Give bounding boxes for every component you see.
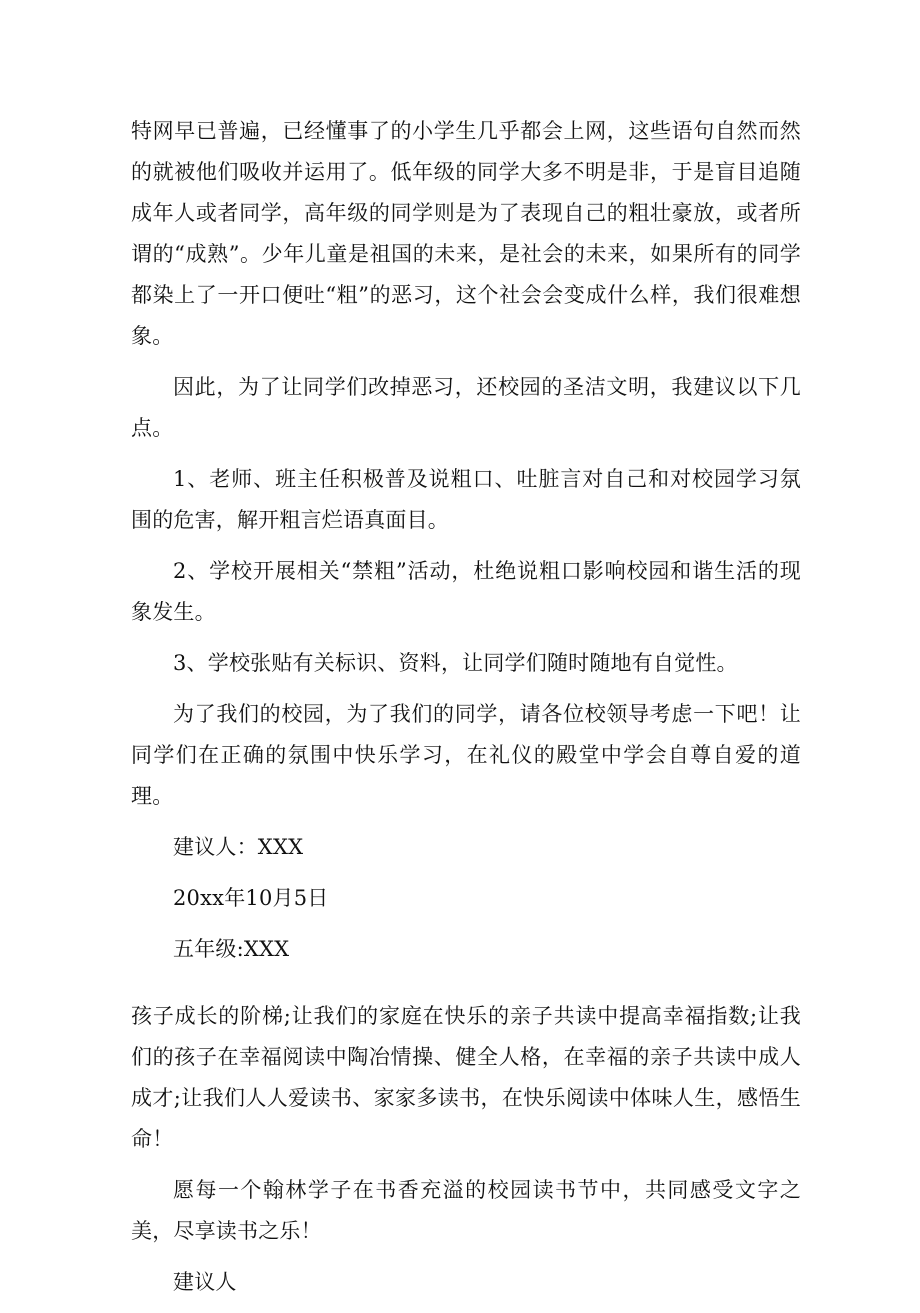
grade-line: 五年级:XXX (173, 937, 290, 961)
date-line: 20xx年10月5日 (173, 886, 329, 910)
paragraph-8: 愿每一个翰林学子在书香充溢的校园读书节中，共同感受文字之美，尽享读书之乐！ (131, 1178, 801, 1243)
paragraph-6: 为了我们的校园，为了我们的同学，请各位校领导考虑一下吧！让同学们在正确的氛围中快乐学习，在礼仪的殿堂中学会自尊自爱的道理。 (131, 702, 801, 808)
paragraph-1: 特网早已普遍，已经懂事了的小学生几乎都会上网，这些语句自然而然的就被他们吸收并运用了。低年级的同学大多不明是非，于是盲目追随成年人或者同学，高年级的同学则是为了表现自己的粗壮豪放，或者所谓的“成熟”。少年儿童是祖国的未来，是社会的未来，如果所有的同学都染上了一开口便吐“粗”的恶习，这个社会会变成什么样，我们很难想象。 (131, 119, 801, 348)
section-gap (131, 980, 801, 996)
document-body (131, 111, 801, 1313)
paragraph-3: 1、老师、班主任积极普及说粗口、吐脏言对自己和对校园学习氛围的危害，解开粗言烂语真面目。 (131, 467, 801, 532)
paragraph-5: 3、学校张贴有关标识、资料，让同学们随时随地有自觉性。 (173, 651, 738, 675)
proposer-line: 建议人：XXX (173, 835, 304, 859)
paragraph-2: 因此，为了让同学们改掉恶习，还校园的圣洁文明，我建议以下几点。 (131, 375, 801, 440)
paragraph-7: 孩子成长的阶梯;让我们的家庭在快乐的亲子共读中提高幸福指数;让我们的孩子在幸福阅读中陶冶情操、健全人格，在幸福的亲子共读中成人成才;让我们人人爱读书、家家多读书，在快乐阅读中体味人生，感悟生命！ (131, 1004, 801, 1151)
paragraph-4: 2、学校开展相关“禁粗”活动，杜绝说粗口影响校园和谐生活的现象发生。 (131, 559, 801, 624)
proposer-signature: 建议人 (173, 1270, 237, 1294)
